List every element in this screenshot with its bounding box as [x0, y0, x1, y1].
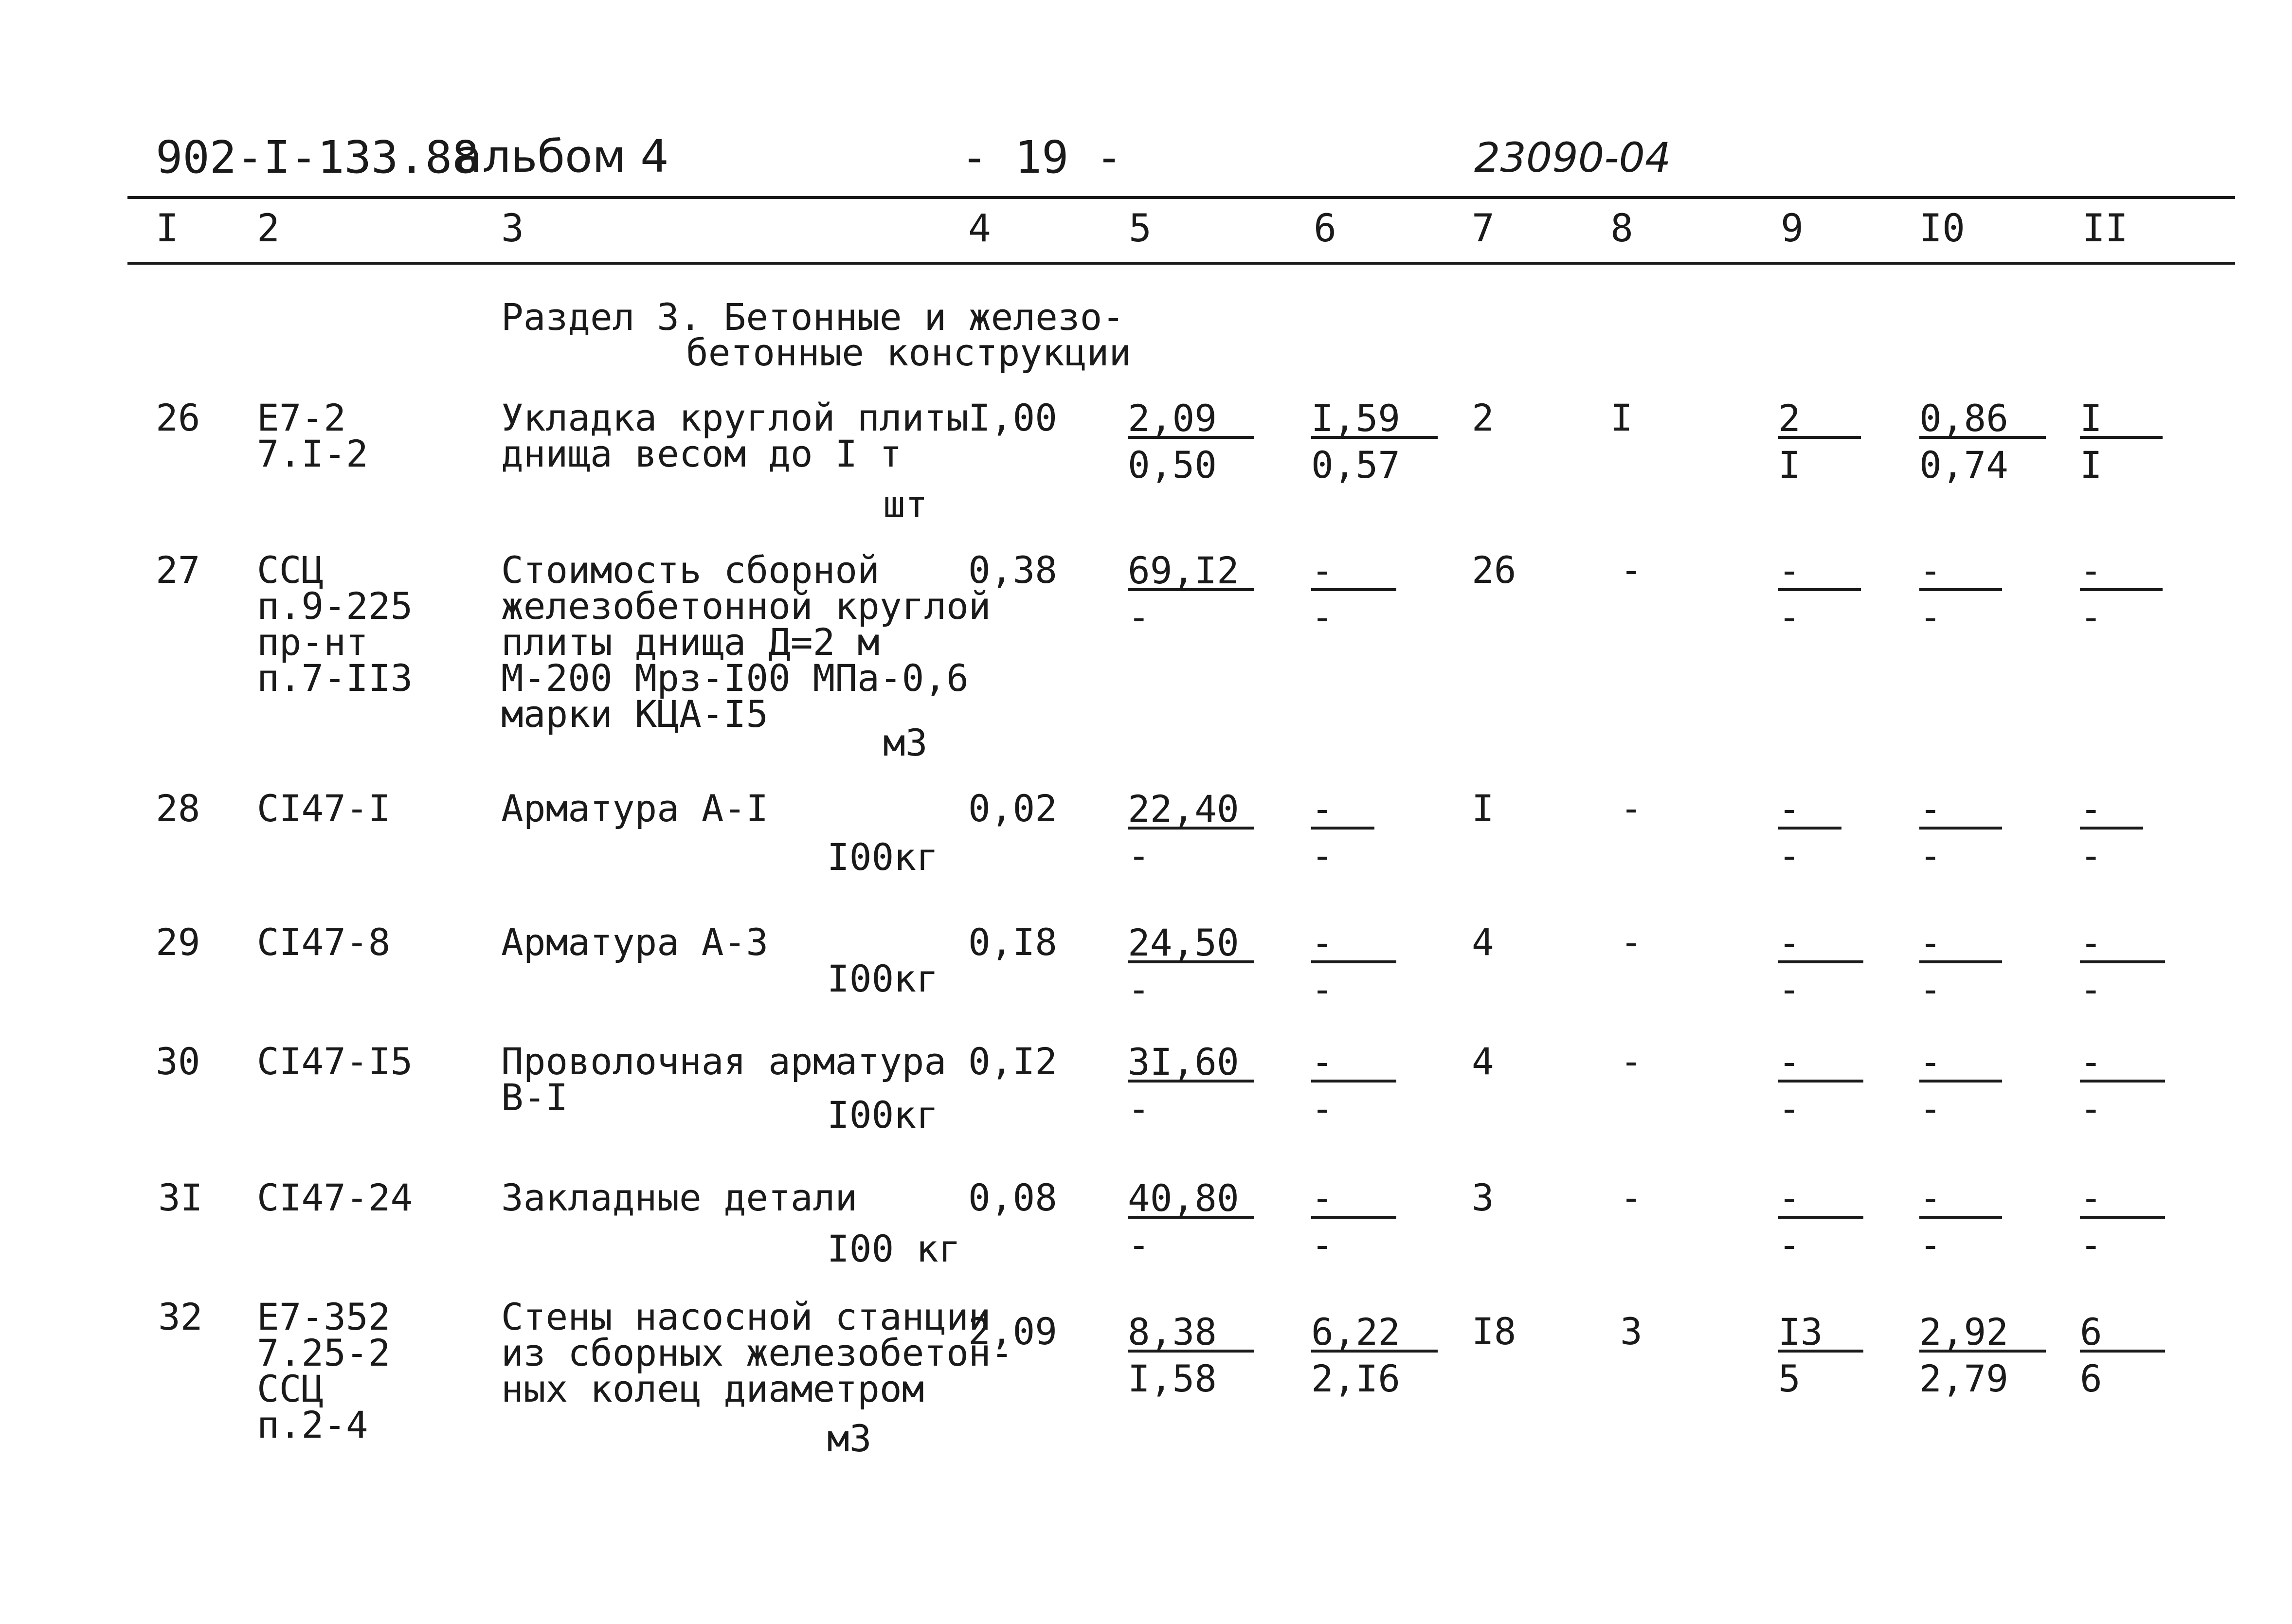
fraction-numerator: - — [2080, 791, 2143, 830]
fraction-denominator: - — [1128, 1223, 1150, 1266]
fraction-denominator: - — [1919, 1223, 1942, 1266]
fraction-numerator: - — [1778, 552, 1861, 591]
row-quantity: I,00 — [968, 396, 1058, 439]
row-col9-fraction — [1778, 397, 1861, 487]
row-col5-fraction — [1128, 549, 1254, 639]
row-col6-fraction — [1311, 1310, 1438, 1400]
fraction-denominator: 0,50 — [1128, 443, 1217, 487]
row-col7: 4 — [1472, 1040, 1494, 1083]
row-col11-fraction — [2080, 1040, 2165, 1130]
fraction-numerator: 6,22 — [1311, 1314, 1438, 1353]
fraction-denominator: 5 — [1778, 1357, 1801, 1400]
fraction-denominator: - — [2080, 968, 2102, 1011]
fraction-numerator: - — [2080, 1180, 2165, 1219]
column-number: 3 — [501, 207, 524, 251]
fraction-numerator: - — [1778, 924, 1863, 963]
row-col11-fraction — [2080, 549, 2163, 639]
column-number: 9 — [1781, 207, 1804, 251]
fraction-denominator: - — [1311, 595, 1334, 639]
row-unit: I00 кг — [827, 1227, 961, 1270]
row-unit: I00кг — [827, 1093, 938, 1137]
row-col8: - — [1620, 787, 1642, 830]
fraction-denominator: - — [2080, 1087, 2102, 1130]
row-col10-fraction — [1919, 549, 2002, 639]
row-number: 3I — [158, 1176, 203, 1219]
row-number: 29 — [156, 920, 200, 964]
row-code: СI47-24 — [257, 1176, 413, 1219]
row-col10-fraction — [1919, 1176, 2002, 1266]
row-quantity: 0,I8 — [968, 920, 1058, 964]
fraction-numerator: - — [1919, 924, 2002, 963]
row-code: Е7-352 7.25-2 ССЦ п.2-4 — [257, 1295, 391, 1446]
fraction-numerator: 6 — [2080, 1314, 2165, 1353]
fraction-denominator: 2,I6 — [1311, 1357, 1401, 1400]
fraction-numerator: - — [1778, 791, 1841, 830]
fraction-numerator: - — [1919, 1180, 2002, 1219]
row-col6-fraction — [1311, 397, 1438, 487]
fraction-denominator: - — [1778, 834, 1801, 877]
fraction-numerator: 3I,60 — [1128, 1044, 1254, 1083]
fraction-numerator: - — [2080, 1044, 2165, 1083]
row-col11-fraction — [2080, 1310, 2165, 1400]
row-col8: - — [1620, 1176, 1642, 1219]
column-number: II — [2082, 207, 2128, 251]
fraction-denominator: - — [1311, 1087, 1334, 1130]
fraction-denominator: - — [1778, 1087, 1801, 1130]
row-col9-fraction — [1778, 787, 1841, 877]
fraction-denominator: 0,74 — [1919, 443, 2009, 487]
row-col5-fraction — [1128, 787, 1254, 877]
row-number: 27 — [156, 548, 200, 592]
row-code: СI47-I — [257, 787, 391, 830]
document-number: 23090-04 — [1474, 134, 1671, 181]
row-description: Стоимость сборной железобетонной круглой плиты днища Д=2 м М-200 Мрз-I00 МПа-0,6 марки КЦА-I5 — [501, 548, 991, 736]
doc-code: 902-I-133.88 — [156, 131, 479, 183]
column-number: I — [156, 207, 179, 251]
row-col8: - — [1620, 920, 1642, 964]
row-number: 32 — [158, 1295, 203, 1338]
fraction-denominator: - — [2080, 595, 2102, 639]
column-number: 5 — [1129, 207, 1152, 251]
column-number: 2 — [257, 207, 280, 251]
fraction-numerator: - — [2080, 924, 2165, 963]
row-code: СI47-I5 — [257, 1040, 413, 1083]
row-unit: I00кг — [827, 835, 938, 879]
row-col10-fraction — [1919, 787, 2002, 877]
row-unit: м3 — [883, 721, 928, 764]
row-number: 26 — [156, 396, 200, 439]
row-quantity: 0,02 — [968, 787, 1058, 830]
row-quantity: 2,09 — [968, 1310, 1058, 1353]
fraction-numerator: I — [2080, 400, 2163, 439]
row-col9-fraction — [1778, 1310, 1863, 1400]
row-col9-fraction — [1778, 1040, 1863, 1130]
fraction-numerator: I3 — [1778, 1314, 1863, 1353]
fraction-numerator: 8,38 — [1128, 1314, 1254, 1353]
fraction-numerator: - — [1778, 1180, 1863, 1219]
row-col7: 2 — [1472, 396, 1494, 439]
row-col10-fraction — [1919, 1040, 2002, 1130]
row-col7: 3 — [1472, 1176, 1494, 1219]
row-description: Стены насосной станции из сборных железобетон- ных колец диаметром — [501, 1295, 1013, 1410]
fraction-denominator: - — [2080, 834, 2102, 877]
column-number: 8 — [1610, 207, 1633, 251]
row-col7: 26 — [1472, 548, 1516, 592]
fraction-denominator: - — [1919, 595, 1942, 639]
fraction-denominator: - — [1919, 1087, 1942, 1130]
column-number: 4 — [968, 207, 991, 251]
fraction-denominator: - — [2080, 1223, 2102, 1266]
fraction-denominator: - — [1128, 1087, 1150, 1130]
fraction-numerator: - — [1311, 791, 1374, 830]
fraction-numerator: 24,50 — [1128, 924, 1254, 963]
section-title-line2: бетонные конструкции — [686, 331, 1132, 374]
row-col10-fraction — [1919, 397, 2046, 487]
row-col8: - — [1620, 548, 1642, 592]
fraction-numerator: - — [1919, 1044, 2002, 1083]
row-number: 28 — [156, 787, 200, 830]
fraction-numerator: 2,92 — [1919, 1314, 2046, 1353]
fraction-denominator: I — [1778, 443, 1801, 487]
row-col8: - — [1620, 1040, 1642, 1083]
fraction-denominator: - — [1778, 1223, 1801, 1266]
row-col7: I8 — [1472, 1310, 1516, 1353]
row-col9-fraction — [1778, 1176, 1863, 1266]
row-col5-fraction — [1128, 1310, 1254, 1400]
row-code: СI47-8 — [257, 920, 391, 964]
row-quantity: 0,38 — [968, 548, 1058, 592]
row-col7: 4 — [1472, 920, 1494, 964]
row-col5-fraction — [1128, 1176, 1254, 1266]
fraction-denominator: - — [1311, 968, 1334, 1011]
row-quantity: 0,08 — [968, 1176, 1058, 1219]
row-quantity: 0,I2 — [968, 1040, 1058, 1083]
header-bottom-rule — [127, 262, 2235, 265]
fraction-denominator: - — [1128, 834, 1150, 877]
row-col10-fraction — [1919, 1310, 2046, 1400]
row-description: Укладка круглой плиты днища весом до I т — [501, 396, 969, 475]
fraction-denominator: - — [1128, 968, 1150, 1011]
row-col6-fraction — [1311, 921, 1396, 1011]
column-number: 6 — [1314, 207, 1336, 251]
column-number: I0 — [1919, 207, 1965, 251]
row-col8: I — [1610, 396, 1633, 439]
row-col5-fraction — [1128, 397, 1254, 487]
fraction-numerator: 2,09 — [1128, 400, 1254, 439]
fraction-denominator: - — [1778, 968, 1801, 1011]
row-col10-fraction — [1919, 921, 2002, 1011]
row-unit: шт — [883, 483, 928, 526]
row-col6-fraction — [1311, 787, 1374, 877]
fraction-numerator: - — [1919, 552, 2002, 591]
fraction-numerator: 0,86 — [1919, 400, 2046, 439]
row-code: ССЦ п.9-225 пр-нт п.7-II3 — [257, 548, 413, 700]
row-number: 30 — [156, 1040, 200, 1083]
row-col11-fraction — [2080, 397, 2163, 487]
fraction-denominator: - — [1311, 834, 1334, 877]
fraction-denominator: - — [1919, 968, 1942, 1011]
fraction-denominator: - — [1128, 595, 1150, 639]
fraction-numerator: - — [1311, 1180, 1396, 1219]
fraction-denominator: I — [2080, 443, 2102, 487]
row-col11-fraction — [2080, 1176, 2165, 1266]
row-unit: I00кг — [827, 957, 938, 1000]
row-description: Закладные детали — [501, 1176, 858, 1219]
fraction-denominator: - — [1778, 595, 1801, 639]
fraction-numerator: - — [1311, 552, 1396, 591]
album-label: альбом 4 — [455, 130, 669, 182]
fraction-numerator: - — [1311, 1044, 1396, 1083]
fraction-numerator: - — [2080, 552, 2163, 591]
row-col9-fraction — [1778, 921, 1863, 1011]
row-code: Е7-2 7.I-2 — [257, 396, 368, 475]
column-number: 7 — [1472, 207, 1495, 251]
fraction-numerator: 22,40 — [1128, 791, 1254, 830]
row-unit: м3 — [827, 1417, 872, 1460]
fraction-numerator: 2 — [1778, 400, 1861, 439]
fraction-numerator: I,59 — [1311, 400, 1438, 439]
page-number: - 19 - — [961, 131, 1123, 183]
fraction-denominator: I,58 — [1128, 1357, 1217, 1400]
row-col6-fraction — [1311, 1040, 1396, 1130]
row-col8: 3 — [1620, 1310, 1642, 1353]
row-col6-fraction — [1311, 549, 1396, 639]
fraction-numerator: - — [1778, 1044, 1863, 1083]
fraction-numerator: - — [1311, 924, 1396, 963]
section-title-line1: Раздел 3. Бетонные и железо- — [501, 295, 1125, 339]
row-col11-fraction — [2080, 921, 2165, 1011]
fraction-numerator: 40,80 — [1128, 1180, 1254, 1219]
fraction-denominator: 0,57 — [1311, 443, 1401, 487]
fraction-numerator: - — [1919, 791, 2002, 830]
fraction-denominator: 2,79 — [1919, 1357, 2009, 1400]
header-top-rule — [127, 196, 2235, 199]
row-description: Арматура А-I — [501, 787, 769, 830]
fraction-numerator: 69,I2 — [1128, 552, 1254, 591]
fraction-denominator: 6 — [2080, 1357, 2102, 1400]
row-col5-fraction — [1128, 921, 1254, 1011]
row-col6-fraction — [1311, 1176, 1396, 1266]
row-col7: I — [1472, 787, 1494, 830]
row-description: Арматура А-3 — [501, 920, 769, 964]
row-col11-fraction — [2080, 787, 2143, 877]
fraction-denominator: - — [1311, 1223, 1334, 1266]
row-description: Проволочная арматура В-I — [501, 1040, 947, 1119]
row-col5-fraction — [1128, 1040, 1254, 1130]
row-col9-fraction — [1778, 549, 1861, 639]
fraction-denominator: - — [1919, 834, 1942, 877]
